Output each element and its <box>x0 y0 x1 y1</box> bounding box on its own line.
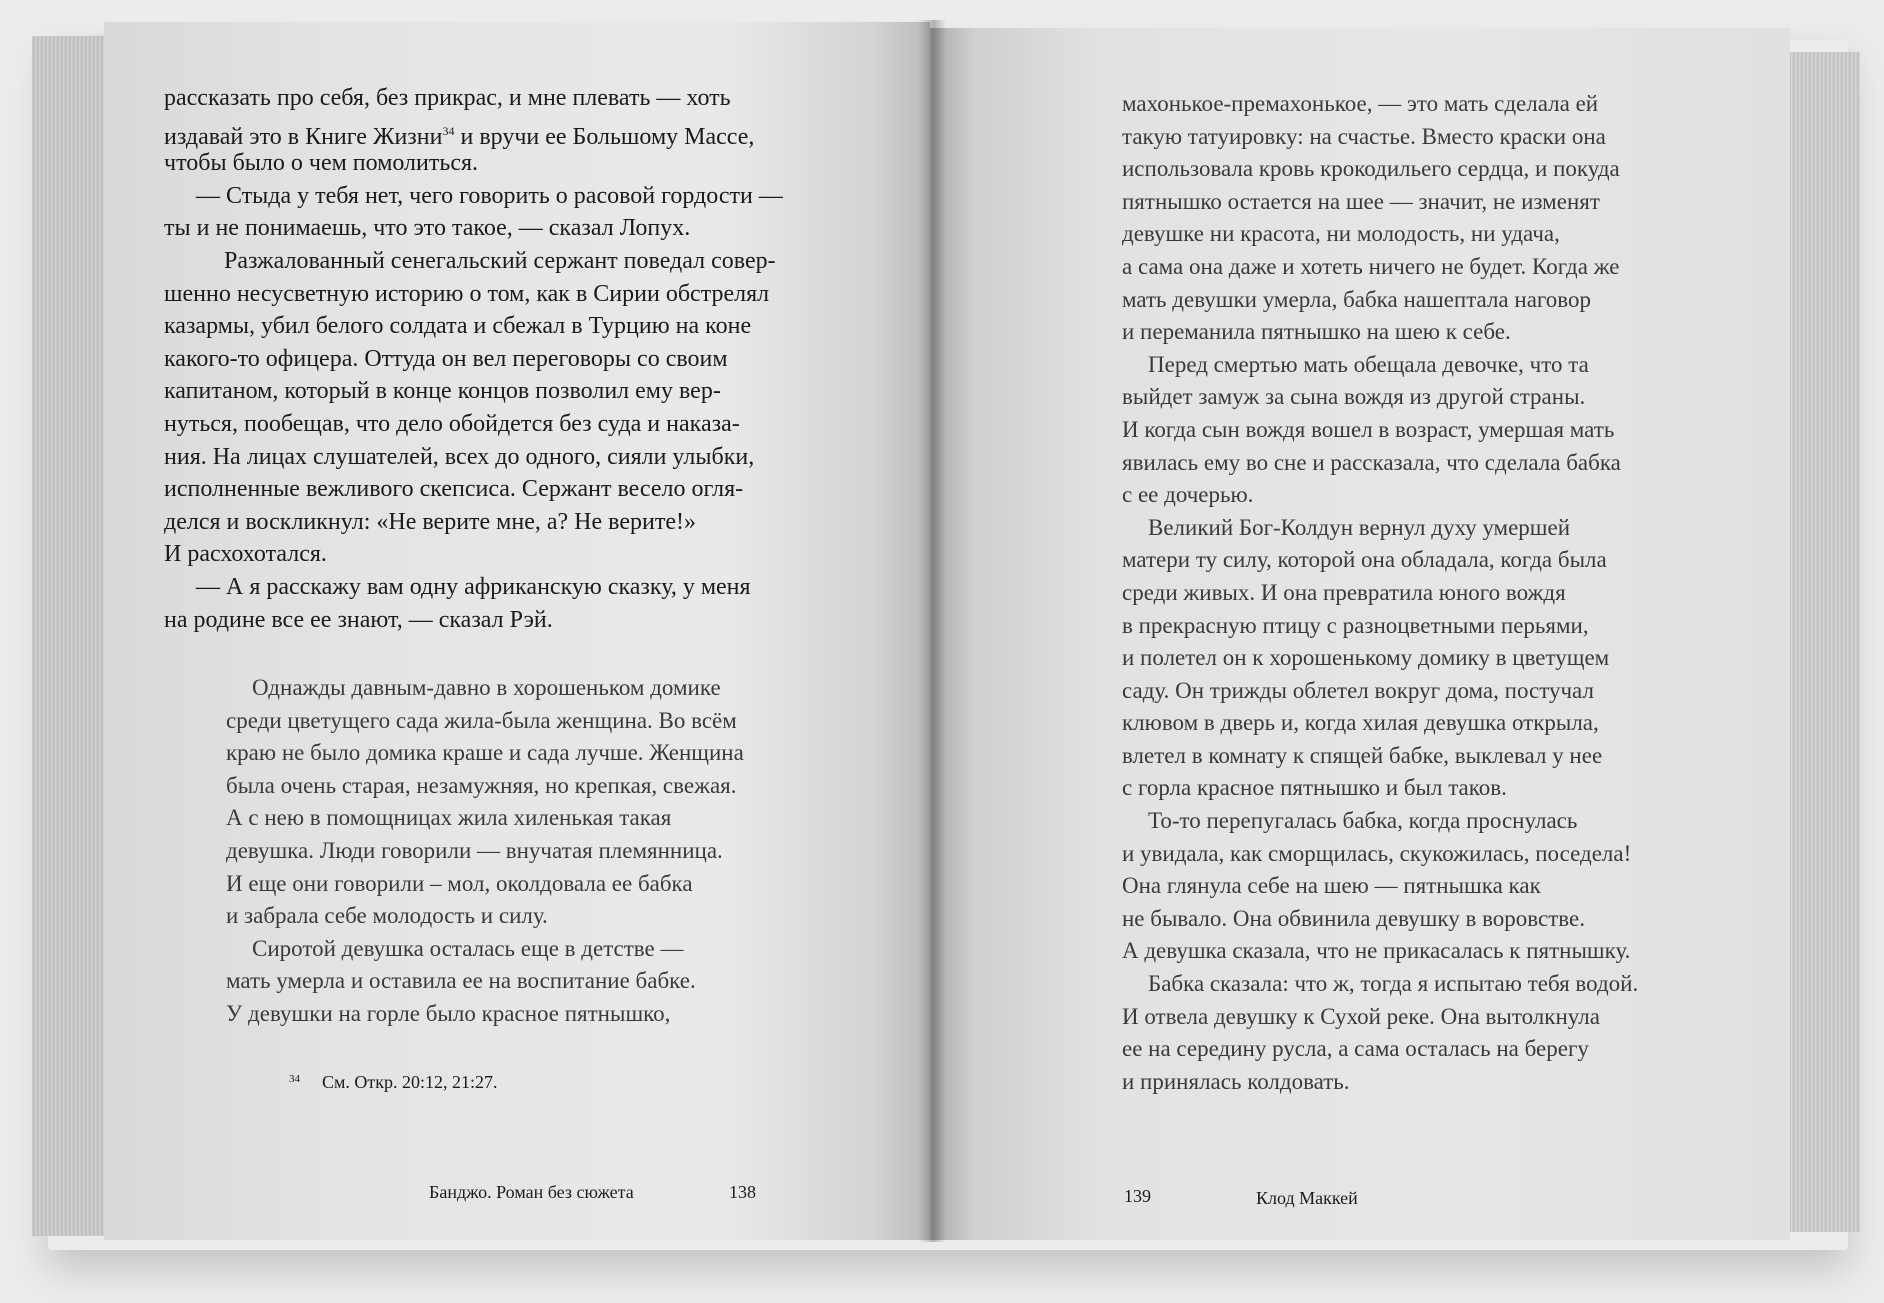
text-line: рассказать про себя, без прикрас, и мне плевать — хоть <box>164 85 731 111</box>
text-line: Сиротой девушка осталась еще в детстве — <box>252 935 684 961</box>
text-line: краю не было домика краше и сада лучше. Женщина <box>226 740 744 766</box>
left-page-edges <box>32 36 106 1237</box>
text-line: клювом в дверь и, когда хилая девушка открыла, <box>1122 710 1599 736</box>
text-line <box>164 115 783 148</box>
footnote <box>289 1072 498 1093</box>
text-line: шенно несусветную историю о том, как в Сирии обстрелял <box>164 280 770 307</box>
left-page <box>104 22 930 1240</box>
text-line: нуться, пообещав, что дело обойдется без суда и наказа- <box>164 410 740 437</box>
text-line: То-то перепугалась бабка, когда проснулась <box>1148 808 1578 834</box>
text-line: с ее дочерью. <box>1122 482 1254 508</box>
footnote-number: 34 <box>289 1073 300 1085</box>
text-line: была очень старая, незамужняя, но крепкая, свежая. <box>226 772 737 798</box>
text-line: явилась ему во сне и рассказала, что сделала бабка <box>1122 449 1621 475</box>
text-line: И еще они говорили – мол, околдовала ее бабка <box>226 870 693 896</box>
text-line: — Стыда у тебя нет, чего говорить о расовой гордости — <box>196 182 783 209</box>
text-line: Однажды давным-давно в хорошеньком домике <box>252 675 721 700</box>
page-number-left: 138 <box>729 1182 756 1202</box>
right-page <box>930 28 1790 1240</box>
text-line: и переманила пятнышко на шею к себе. <box>1122 319 1511 345</box>
text-line: влетел в комнату к спящей бабке, выклевал у нее <box>1122 742 1603 768</box>
text-line: на родине все ее знают, — сказал Рэй. <box>164 606 553 633</box>
text-line: а сама она даже и хотеть ничего не будет. Когда же <box>1122 253 1620 279</box>
text-line: в прекрасную птицу с разноцветными перьями, <box>1122 612 1589 638</box>
text-line: ее на середину русла, а сама осталась на берегу <box>1122 1036 1589 1062</box>
page-number-right: 139 <box>1124 1186 1151 1206</box>
text-line: — А я расскажу вам одну африканскую сказку, у меня <box>196 573 751 600</box>
text-line: пятнышко остается на шее — значит, не изменят <box>1122 188 1600 214</box>
text-line: исполненные вежливого скепсиса. Сержант весело огля- <box>164 476 744 503</box>
text-line: среди цветущего сада жила-была женщина. Во всём <box>226 707 737 733</box>
text-line: такую татуировку: на счастье. Вместо краски она <box>1122 123 1606 149</box>
text-line: мать умерла и оставила ее на воспитание бабке. <box>226 968 696 994</box>
text-line: какого-то офицера. Оттуда он вел переговоры со своим <box>164 345 728 372</box>
left-tale-text <box>226 672 744 1031</box>
text-line: делся и воскликнул: «Не верите мне, а? Не верите!» <box>164 508 696 535</box>
text-line: казармы, убил белого солдата и сбежал в Турцию на коне <box>164 313 752 340</box>
text-line: среди живых. И она превратила юного вождя <box>1122 579 1566 605</box>
text-line: Великий Бог-Колдун вернул духу умершей <box>1148 514 1571 540</box>
text-line: махонькое-премахонькое, — это мать сделала ей <box>1122 91 1599 116</box>
left-main-text <box>164 82 783 636</box>
text-line: использовала кровь крокодильего сердца, и покуда <box>1122 156 1620 182</box>
text-line: девушке ни красота, ни молодость, ни удача, <box>1122 221 1560 247</box>
right-main-text <box>1122 88 1638 1098</box>
text-run: издавай это в Книге Жизни <box>164 123 443 150</box>
footnote-text: См. Откр. 20:12, 21:27. <box>322 1072 498 1092</box>
text-line: Бабка сказала: что ж, тогда я испытаю тебя водой. <box>1148 971 1639 997</box>
text-line: И когда сын вождя вошел в возраст, умершая мать <box>1122 416 1615 442</box>
running-title-left: Банджо. Роман без сюжета <box>429 1182 634 1202</box>
running-title-right: Клод Маккей <box>1256 1188 1358 1208</box>
text-line: не бывало. Она обвинила девушку в воровстве. <box>1122 905 1585 931</box>
text-line: девушка. Люди говорили — внучатая племянница. <box>226 837 723 863</box>
text-line: Разжалованный сенегальский сержант поведал совер- <box>224 247 776 274</box>
text-line: И расхохотался. <box>164 541 327 568</box>
text-line: Перед смертью мать обещала девочке, что та <box>1148 351 1589 377</box>
text-line: саду. Он трижды облетел вокруг дома, постучал <box>1122 677 1594 703</box>
text-line: Она глянула себе на шею — пятнышка как <box>1122 873 1541 899</box>
text-line: и полетел он к хорошенькому домику в цветущем <box>1122 645 1610 671</box>
text-line: капитаном, который в конце концов позволил ему вер- <box>164 378 721 405</box>
text-line: мать девушки умерла, бабка нашептала наговор <box>1122 286 1591 312</box>
text-line: выйдет замуж за сына вождя из другой страны. <box>1122 384 1586 410</box>
text-line: и забрала себе молодость и силу. <box>226 903 548 929</box>
text-line: матери ту силу, которой она обладала, когда была <box>1122 547 1607 573</box>
footnote-mark: 34 <box>442 123 455 138</box>
right-page-edges <box>1780 52 1860 1232</box>
text-line: ты и не понимаешь, что это такое, — сказал Лопух. <box>164 215 691 242</box>
text-line: ния. На лицах слушателей, всех до одного, сияли улыбки, <box>164 443 755 470</box>
text-line: А девушка сказала, что не прикасалась к пятнышку. <box>1122 938 1631 964</box>
text-line: А с нею в помощницах жила хиленькая такая <box>226 805 672 831</box>
text-run: и вручи ее Большому Массе, <box>454 123 755 150</box>
text-line: и принялась колдовать. <box>1122 1068 1350 1094</box>
text-line: У девушки на горле было красное пятнышко, <box>226 1000 671 1026</box>
text-line: с горла красное пятнышко и был таков. <box>1122 775 1507 801</box>
text-line: и увидала, как сморщилась, скукожилась, поседела! <box>1122 840 1632 866</box>
text-line: И отвела девушку к Сухой реке. Она вытолкнула <box>1122 1003 1600 1029</box>
text-line: чтобы было о чем помолиться. <box>164 150 479 177</box>
